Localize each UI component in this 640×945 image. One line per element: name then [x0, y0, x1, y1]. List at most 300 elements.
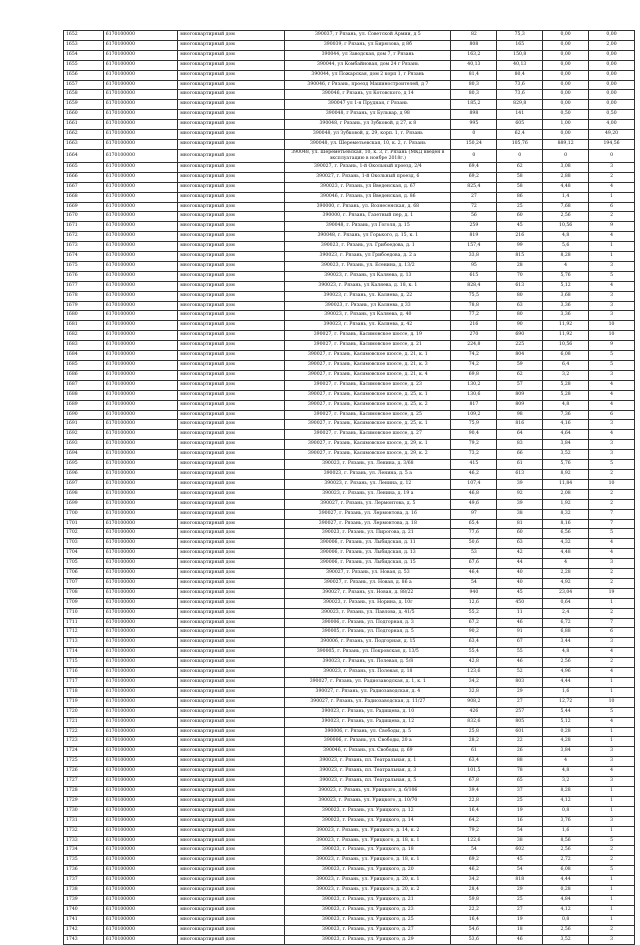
- value-c-cell: 2,56: [543, 846, 589, 856]
- okato-code-cell: 6170100000: [103, 915, 177, 925]
- row-number-cell: 1656: [64, 70, 104, 80]
- value-d-cell: 2: [589, 608, 635, 618]
- table-row: [64, 489, 635, 499]
- building-type-cell: многоквартирный дом: [178, 410, 285, 420]
- building-type-cell: многоквартирный дом: [178, 569, 285, 579]
- value-a-cell: 49,6: [451, 499, 497, 509]
- address-cell: 390027, г. Рязань, 1-й Окольный проезд, 2/4: [285, 162, 451, 172]
- value-b-cell: 80,4: [497, 70, 543, 80]
- okato-code-cell: 6170100000: [103, 242, 177, 252]
- value-c-cell: 5,12: [543, 717, 589, 727]
- value-c-cell: 11,92: [543, 321, 589, 331]
- row-number-cell: 1684: [64, 351, 104, 361]
- address-cell: 390006, г. Рязань, ул. Лыбидская, д. 15: [285, 559, 451, 569]
- value-b-cell: 19: [497, 806, 543, 816]
- value-b-cell: 257: [497, 707, 543, 717]
- row-number-cell: 1670: [64, 212, 104, 222]
- okato-code-cell: 6170100000: [103, 489, 177, 499]
- value-b-cell: 25: [497, 895, 543, 905]
- table-row: [64, 509, 635, 519]
- value-a-cell: 216: [451, 321, 497, 331]
- value-b-cell: 46: [497, 658, 543, 668]
- building-type-cell: многоквартирный дом: [178, 826, 285, 836]
- row-number-cell: 1714: [64, 648, 104, 658]
- row-number-cell: 1690: [64, 410, 104, 420]
- value-d-cell: 5: [589, 351, 635, 361]
- value-c-cell: 0,8: [543, 915, 589, 925]
- table-row: [64, 50, 635, 60]
- row-number-cell: 1695: [64, 460, 104, 470]
- value-c-cell: 4,28: [543, 737, 589, 747]
- row-number-cell: 1672: [64, 232, 104, 242]
- table-row: [64, 182, 635, 192]
- value-b-cell: 62: [497, 370, 543, 380]
- value-b-cell: 22: [497, 737, 543, 747]
- value-c-cell: 4,44: [543, 876, 589, 886]
- value-a-cell: 940: [451, 588, 497, 598]
- value-a-cell: 130,6: [451, 390, 497, 400]
- value-a-cell: 32,8: [451, 687, 497, 697]
- value-d-cell: 3: [589, 757, 635, 767]
- address-cell: 390044, ул Заводская, дом 7, г Рязань: [285, 50, 451, 60]
- building-type-cell: многоквартирный дом: [178, 489, 285, 499]
- building-type-cell: многоквартирный дом: [178, 139, 285, 149]
- okato-code-cell: 6170100000: [103, 895, 177, 905]
- value-a-cell: 46,8: [451, 489, 497, 499]
- value-a-cell: 101,5: [451, 767, 497, 777]
- value-c-cell: 5,12: [543, 281, 589, 291]
- row-number-cell: 1669: [64, 202, 104, 212]
- address-cell: 390044, ул Пожарская, дом 2 корп 1, г Рязань: [285, 70, 451, 80]
- value-a-cell: 65,4: [451, 519, 497, 529]
- building-type-cell: многоквартирный дом: [178, 90, 285, 100]
- address-cell: 390046, г. Рязань, ул Введенская, д. 86: [285, 192, 451, 202]
- table-row: [64, 80, 635, 90]
- value-c-cell: 2,56: [543, 925, 589, 935]
- value-c-cell: 4,8: [543, 648, 589, 658]
- building-type-cell: многоквартирный дом: [178, 440, 285, 450]
- value-b-cell: 809: [497, 390, 543, 400]
- value-a-cell: 97: [451, 509, 497, 519]
- row-number-cell: 1654: [64, 50, 104, 60]
- value-d-cell: 5: [589, 707, 635, 717]
- value-c-cell: 6,08: [543, 351, 589, 361]
- value-c-cell: 5,6: [543, 242, 589, 252]
- building-type-cell: многоквартирный дом: [178, 678, 285, 688]
- row-number-cell: 1702: [64, 529, 104, 539]
- value-b-cell: 52: [497, 668, 543, 678]
- table-row: [64, 648, 635, 658]
- value-c-cell: 4,8: [543, 232, 589, 242]
- building-type-cell: многоквартирный дом: [178, 529, 285, 539]
- okato-code-cell: 6170100000: [103, 806, 177, 816]
- value-a-cell: 53: [451, 549, 497, 559]
- row-number-cell: 1735: [64, 856, 104, 866]
- row-number-cell: 1673: [64, 242, 104, 252]
- value-a-cell: 90,2: [451, 628, 497, 638]
- building-type-cell: многоквартирный дом: [178, 648, 285, 658]
- table-row: [64, 747, 635, 757]
- address-cell: 390023, г. Рязань, ул. Урицкого, д. 18, к. 1: [285, 856, 451, 866]
- table-row: [64, 697, 635, 707]
- row-number-cell: 1728: [64, 786, 104, 796]
- value-d-cell: 194,56: [589, 139, 635, 149]
- value-a-cell: 69,2: [451, 856, 497, 866]
- table-row: [64, 786, 635, 796]
- value-d-cell: 6: [589, 410, 635, 420]
- address-cell: 390006, г. Рязань, ул. Подгорная, д. 3: [285, 618, 451, 628]
- okato-code-cell: 6170100000: [103, 80, 177, 90]
- building-type-cell: многоквартирный дом: [178, 559, 285, 569]
- value-d-cell: 1: [589, 915, 635, 925]
- value-c-cell: 3,36: [543, 311, 589, 321]
- table-row: [64, 370, 635, 380]
- table-row: [64, 60, 635, 70]
- building-type-cell: многоквартирный дом: [178, 707, 285, 717]
- value-a-cell: 67,2: [451, 618, 497, 628]
- okato-code-cell: 6170100000: [103, 588, 177, 598]
- table-row: [64, 806, 635, 816]
- value-a-cell: 53,6: [451, 935, 497, 945]
- okato-code-cell: 6170100000: [103, 380, 177, 390]
- building-type-cell: многоквартирный дом: [178, 717, 285, 727]
- building-type-cell: многоквартирный дом: [178, 608, 285, 618]
- address-cell: 390023, г. Рязань, ул. Каляева, д. 22: [285, 291, 451, 301]
- okato-code-cell: 6170100000: [103, 707, 177, 717]
- value-b-cell: 0: [497, 149, 543, 162]
- value-a-cell: 34,2: [451, 678, 497, 688]
- table-row: [64, 130, 635, 140]
- value-d-cell: 6: [589, 628, 635, 638]
- value-a-cell: 79,2: [451, 440, 497, 450]
- value-d-cell: 1: [589, 598, 635, 608]
- value-a-cell: 42,8: [451, 658, 497, 668]
- address-cell: 390027, г. Рязань, Касимовское шоссе, д. 25, к. 1: [285, 420, 451, 430]
- table-row: [64, 707, 635, 717]
- value-b-cell: 81: [497, 519, 543, 529]
- value-c-cell: 4,44: [543, 678, 589, 688]
- value-d-cell: 1: [589, 796, 635, 806]
- address-cell: 390027, г. Рязань, ул. Новая, д. 86 а: [285, 578, 451, 588]
- building-type-cell: многоквартирный дом: [178, 212, 285, 222]
- value-a-cell: 77,6: [451, 529, 497, 539]
- okato-code-cell: 6170100000: [103, 202, 177, 212]
- value-d-cell: 4: [589, 668, 635, 678]
- row-number-cell: 1703: [64, 539, 104, 549]
- table-row: [64, 668, 635, 678]
- value-b-cell: 83: [497, 440, 543, 450]
- value-c-cell: 3,08: [543, 162, 589, 172]
- value-d-cell: 5: [589, 271, 635, 281]
- address-cell: 390027, г. Рязань, Касимовское шоссе, д. 25, к. 2: [285, 400, 451, 410]
- value-c-cell: 3,36: [543, 301, 589, 311]
- address-cell: 390006, г. Рязань, ул. Лыбидская, д. 13: [285, 549, 451, 559]
- row-number-cell: 1734: [64, 846, 104, 856]
- value-b-cell: 40,13: [497, 60, 543, 70]
- okato-code-cell: 6170100000: [103, 608, 177, 618]
- value-a-cell: 123,6: [451, 668, 497, 678]
- value-c-cell: 2,4: [543, 608, 589, 618]
- okato-code-cell: 6170100000: [103, 668, 177, 678]
- address-cell: 390023, г. Рязань, ул Каляева, д. 13: [285, 271, 451, 281]
- value-a-cell: 908,2: [451, 697, 497, 707]
- okato-code-cell: 6170100000: [103, 509, 177, 519]
- address-cell: 390039, г Рязань, ул Бирюзова, д 8б: [285, 40, 451, 50]
- row-number-cell: 1732: [64, 826, 104, 836]
- row-number-cell: 1729: [64, 796, 104, 806]
- value-c-cell: 5,76: [543, 460, 589, 470]
- address-cell: 390048, ул Зубковой, д. 29, корп. 1, г. Рязань: [285, 130, 451, 140]
- table-row: [64, 687, 635, 697]
- value-b-cell: 605: [497, 120, 543, 130]
- building-type-cell: многоквартирный дом: [178, 281, 285, 291]
- value-d-cell: 1: [589, 786, 635, 796]
- value-d-cell: 4: [589, 232, 635, 242]
- value-a-cell: 75,5: [451, 291, 497, 301]
- row-number-cell: 1720: [64, 707, 104, 717]
- value-a-cell: 61: [451, 747, 497, 757]
- row-number-cell: 1685: [64, 361, 104, 371]
- value-d-cell: 2: [589, 846, 635, 856]
- building-type-cell: многоквартирный дом: [178, 866, 285, 876]
- value-d-cell: 3: [589, 450, 635, 460]
- value-d-cell: 0,00: [589, 90, 635, 100]
- okato-code-cell: 6170100000: [103, 856, 177, 866]
- building-type-cell: многоквартирный дом: [178, 876, 285, 886]
- okato-code-cell: 6170100000: [103, 232, 177, 242]
- okato-code-cell: 6170100000: [103, 539, 177, 549]
- building-type-cell: многоквартирный дом: [178, 519, 285, 529]
- value-d-cell: 1: [589, 806, 635, 816]
- value-b-cell: 45: [497, 588, 543, 598]
- value-c-cell: 0,00: [543, 100, 589, 110]
- value-b-cell: 73,6: [497, 80, 543, 90]
- table-row: [64, 519, 635, 529]
- okato-code-cell: 6170100000: [103, 31, 177, 41]
- value-d-cell: 4,00: [589, 120, 635, 130]
- value-d-cell: 5: [589, 460, 635, 470]
- okato-code-cell: 6170100000: [103, 499, 177, 509]
- value-b-cell: 78: [497, 767, 543, 777]
- address-cell: 390027, г. Рязань, ул. Радиозаводская, д. 4: [285, 687, 451, 697]
- building-type-cell: многоквартирный дом: [178, 162, 285, 172]
- value-c-cell: 0,00: [543, 130, 589, 140]
- table-row: [64, 281, 635, 291]
- value-a-cell: 22,8: [451, 796, 497, 806]
- building-type-cell: многоквартирный дом: [178, 697, 285, 707]
- value-d-cell: 1: [589, 737, 635, 747]
- value-d-cell: 1: [589, 905, 635, 915]
- row-number-cell: 1709: [64, 598, 104, 608]
- value-d-cell: 4: [589, 648, 635, 658]
- row-number-cell: 1721: [64, 717, 104, 727]
- table-row: [64, 569, 635, 579]
- value-b-cell: 98: [497, 410, 543, 420]
- value-b-cell: 44: [497, 559, 543, 569]
- value-c-cell: 4,12: [543, 796, 589, 806]
- building-type-cell: многоквартирный дом: [178, 856, 285, 866]
- address-cell: 390023, г. Рязань, ул. Урицкого, д. 20, к. 2: [285, 886, 451, 896]
- value-b-cell: 37: [497, 786, 543, 796]
- row-number-cell: 1658: [64, 90, 104, 100]
- value-b-cell: 105,76: [497, 139, 543, 149]
- value-c-cell: 11,84: [543, 479, 589, 489]
- value-c-cell: 6,88: [543, 628, 589, 638]
- value-c-cell: 5,28: [543, 390, 589, 400]
- table-row: [64, 222, 635, 232]
- table-row: [64, 400, 635, 410]
- okato-code-cell: 6170100000: [103, 519, 177, 529]
- okato-code-cell: 6170100000: [103, 648, 177, 658]
- address-cell: 390048, ул. Шереметьевская, 10, к. 3, г. Рязань (МКД введен в эксплуатацию в ноябре 2018г.): [285, 149, 451, 162]
- okato-code-cell: 6170100000: [103, 876, 177, 886]
- okato-code-cell: 6170100000: [103, 628, 177, 638]
- building-type-cell: многоквартирный дом: [178, 687, 285, 697]
- row-number-cell: 1717: [64, 678, 104, 688]
- okato-code-cell: 6170100000: [103, 836, 177, 846]
- value-d-cell: 0,00: [589, 100, 635, 110]
- building-type-cell: многоквартирный дом: [178, 668, 285, 678]
- row-number-cell: 1661: [64, 120, 104, 130]
- row-number-cell: 1727: [64, 777, 104, 787]
- value-d-cell: 4: [589, 549, 635, 559]
- value-d-cell: 2: [589, 212, 635, 222]
- value-a-cell: 107,4: [451, 479, 497, 489]
- value-c-cell: 889,12: [543, 139, 589, 149]
- okato-code-cell: 6170100000: [103, 529, 177, 539]
- building-type-cell: многоквартирный дом: [178, 767, 285, 777]
- value-b-cell: 88: [497, 757, 543, 767]
- value-b-cell: 55: [497, 648, 543, 658]
- building-type-cell: многоквартирный дом: [178, 430, 285, 440]
- value-c-cell: 0,50: [543, 110, 589, 120]
- address-cell: 390023, г. Рязань, ул Каляева, д. 18, к. 1: [285, 281, 451, 291]
- value-d-cell: 0,00: [589, 60, 635, 70]
- value-d-cell: 0,00: [589, 80, 635, 90]
- value-b-cell: 45: [497, 222, 543, 232]
- okato-code-cell: 6170100000: [103, 172, 177, 182]
- table-row: [64, 361, 635, 371]
- address-cell: 390023, г. Рязань, ул. Ленина, д. 12: [285, 479, 451, 489]
- okato-code-cell: 6170100000: [103, 549, 177, 559]
- table-row: [64, 915, 635, 925]
- building-type-cell: многоквартирный дом: [178, 182, 285, 192]
- table-row: [64, 549, 635, 559]
- value-b-cell: 38: [497, 836, 543, 846]
- value-c-cell: 8,16: [543, 519, 589, 529]
- value-b-cell: 63: [497, 539, 543, 549]
- table-row: [64, 717, 635, 727]
- value-b-cell: 613: [497, 281, 543, 291]
- building-type-cell: многоквартирный дом: [178, 806, 285, 816]
- table-row: [64, 816, 635, 826]
- table-row: [64, 767, 635, 777]
- address-cell: 390023, г. Рязань, ул. Урицкого, д. 18, к. 1: [285, 836, 451, 846]
- table-row: [64, 479, 635, 489]
- value-b-cell: 42: [497, 549, 543, 559]
- value-a-cell: 28,4: [451, 886, 497, 896]
- value-b-cell: 165: [497, 40, 543, 50]
- row-number-cell: 1668: [64, 192, 104, 202]
- value-a-cell: 55,2: [451, 608, 497, 618]
- value-a-cell: 33,8: [451, 252, 497, 262]
- table-row: [64, 420, 635, 430]
- table-row: [64, 40, 635, 50]
- table-row: [64, 876, 635, 886]
- row-number-cell: 1705: [64, 559, 104, 569]
- value-d-cell: 3: [589, 816, 635, 826]
- value-d-cell: 3: [589, 440, 635, 450]
- okato-code-cell: 6170100000: [103, 370, 177, 380]
- row-number-cell: 1738: [64, 886, 104, 896]
- table-row: [64, 390, 635, 400]
- okato-code-cell: 6170100000: [103, 816, 177, 826]
- value-a-cell: 80,3: [451, 90, 497, 100]
- value-b-cell: 40: [497, 569, 543, 579]
- value-c-cell: 8,32: [543, 509, 589, 519]
- value-c-cell: 12,72: [543, 697, 589, 707]
- table-row: [64, 578, 635, 588]
- value-d-cell: 0,00: [589, 31, 635, 41]
- value-a-cell: 82: [451, 31, 497, 41]
- row-number-cell: 1704: [64, 549, 104, 559]
- okato-code-cell: 6170100000: [103, 638, 177, 648]
- value-b-cell: 80: [497, 291, 543, 301]
- building-type-cell: многоквартирный дом: [178, 469, 285, 479]
- building-type-cell: многоквартирный дом: [178, 261, 285, 271]
- value-d-cell: 9: [589, 341, 635, 351]
- value-c-cell: 4,96: [543, 668, 589, 678]
- table-row: [64, 826, 635, 836]
- building-type-cell: многоквартирный дом: [178, 499, 285, 509]
- address-cell: 390027, г. Рязань, Касимовское шоссе, д. 21, к. 4: [285, 370, 451, 380]
- value-b-cell: 60: [497, 212, 543, 222]
- okato-code-cell: 6170100000: [103, 846, 177, 856]
- value-a-cell: 28,2: [451, 737, 497, 747]
- building-type-cell: многоквартирный дом: [178, 757, 285, 767]
- value-d-cell: 3: [589, 777, 635, 787]
- value-a-cell: 150,24: [451, 139, 497, 149]
- building-type-cell: многоквартирный дом: [178, 120, 285, 130]
- value-a-cell: 22,2: [451, 905, 497, 915]
- row-number-cell: 1666: [64, 172, 104, 182]
- value-c-cell: 0,00: [543, 60, 589, 70]
- value-a-cell: 832,6: [451, 717, 497, 727]
- row-number-cell: 1689: [64, 400, 104, 410]
- value-d-cell: 0,00: [589, 50, 635, 60]
- value-b-cell: 829,8: [497, 100, 543, 110]
- value-b-cell: 29: [497, 687, 543, 697]
- okato-code-cell: 6170100000: [103, 70, 177, 80]
- address-cell: 390023, г. Рязань, ул. Полевая, д. 5/8: [285, 658, 451, 668]
- address-cell: 390046, г Рязань, проезд Машиностроителей, д 7: [285, 80, 451, 90]
- building-type-cell: многоквартирный дом: [178, 638, 285, 648]
- address-cell: 390023, г. Рязань, ул. Урицкого, д. 10/70: [285, 796, 451, 806]
- table-row: [64, 139, 635, 149]
- value-d-cell: 2: [589, 499, 635, 509]
- address-cell: 390048, г. Рязань, ул Горького, д. 15, к. 1: [285, 232, 451, 242]
- row-number-cell: 1653: [64, 40, 104, 50]
- value-d-cell: 2,00: [589, 40, 635, 50]
- table-row: [64, 351, 635, 361]
- row-number-cell: 1691: [64, 420, 104, 430]
- table-row: [64, 678, 635, 688]
- okato-code-cell: 6170100000: [103, 192, 177, 202]
- value-d-cell: 49,20: [589, 130, 635, 140]
- table-row: [64, 727, 635, 737]
- address-cell: 390006, г. Рязань, ул. Свободы, 20 а: [285, 737, 451, 747]
- value-c-cell: 4,48: [543, 549, 589, 559]
